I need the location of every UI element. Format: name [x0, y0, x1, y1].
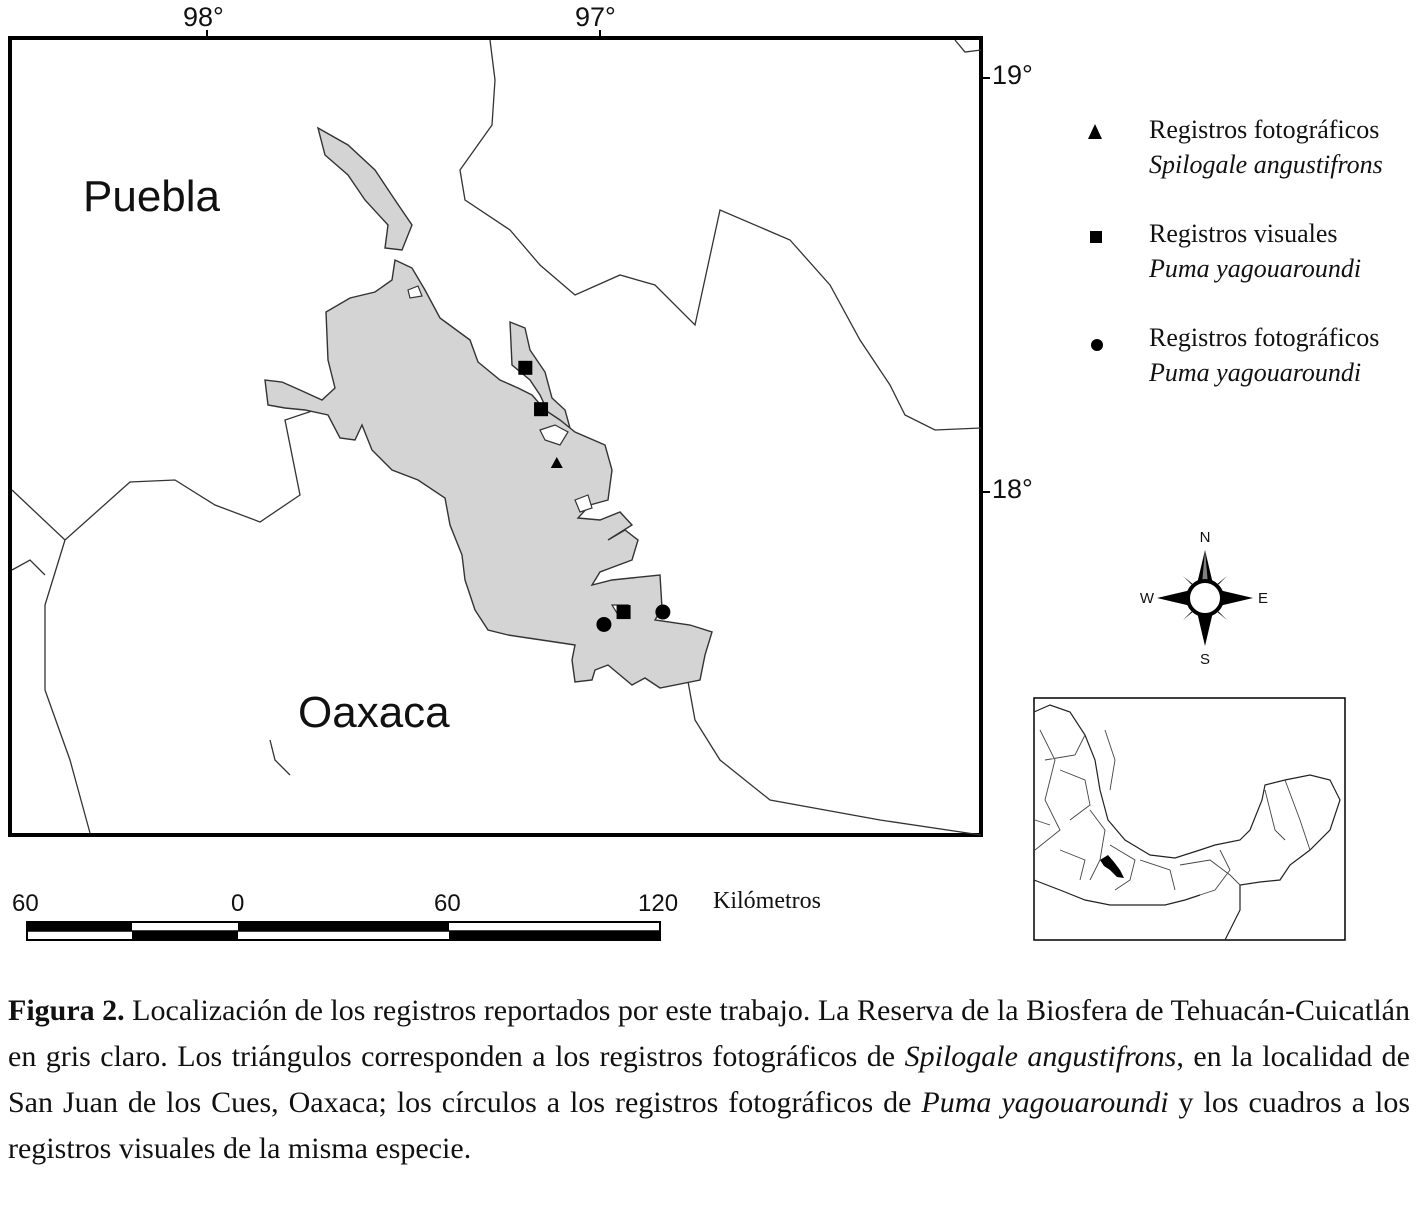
- inset-map: [1034, 698, 1345, 940]
- scale-unit-label: Kilómetros: [713, 888, 821, 914]
- compass-w: W: [1139, 590, 1155, 607]
- caption-text: , en la localidad de San Juan de los Cues, Oaxaca; los círculos a los registros fotográficos de: [8, 1040, 1410, 1119]
- scale-tick: 0: [231, 890, 245, 917]
- lat-label-18: 18°: [992, 474, 1033, 504]
- circle-icon: [1080, 323, 1110, 353]
- compass-rose-icon: [1140, 529, 1268, 668]
- compass-e: E: [1257, 590, 1269, 607]
- record-marker-square: [518, 361, 532, 375]
- figure-caption: [8, 988, 1410, 1172]
- scale-tick: 60: [434, 890, 461, 917]
- legend-species: Spilogale angustifrons: [1149, 150, 1383, 179]
- record-marker-square: [534, 402, 548, 416]
- legend-species: Puma yagouaroundi: [1149, 254, 1362, 283]
- legend-title: Registros fotográficos: [1149, 115, 1380, 144]
- lat-label-19: 19°: [992, 60, 1033, 90]
- caption-species: Spilogale angustifrons: [904, 1040, 1177, 1073]
- region-label-oaxaca: Oaxaca: [298, 688, 450, 737]
- legend-title: Registros visuales: [1149, 219, 1338, 248]
- legend-title: Registros fotográficos: [1149, 323, 1380, 352]
- compass-n: N: [1199, 529, 1211, 546]
- record-marker-circle: [655, 605, 670, 620]
- caption-text: y los cuadros a los registros visuales de la misma especie.: [8, 1086, 1410, 1165]
- legend-species: Puma yagouaroundi: [1149, 358, 1362, 387]
- record-marker-square: [617, 605, 631, 619]
- region-label-puebla: Puebla: [83, 172, 221, 221]
- scale-tick: 60: [12, 890, 39, 917]
- record-marker-circle: [596, 617, 611, 632]
- scale-tick: 120: [638, 890, 679, 917]
- caption-text: Localización de los registros reportados por este trabajo. La Reserva de la Biosfera de Tehuacán-Cuicatlán en gris claro. Los triángulos corresponden a los registros fotográficos de: [8, 994, 1410, 1073]
- compass-s: S: [1199, 651, 1211, 668]
- scale-bar: [27, 922, 660, 940]
- caption-figure-label: Figura 2.: [8, 994, 125, 1027]
- triangle-icon: [1080, 115, 1110, 145]
- lon-label-98: 98°: [183, 2, 224, 32]
- inset-frame: [1034, 698, 1345, 940]
- caption-species: Puma yagouaroundi: [921, 1086, 1169, 1119]
- square-icon: [1080, 219, 1110, 249]
- lon-label-97: 97°: [575, 2, 616, 32]
